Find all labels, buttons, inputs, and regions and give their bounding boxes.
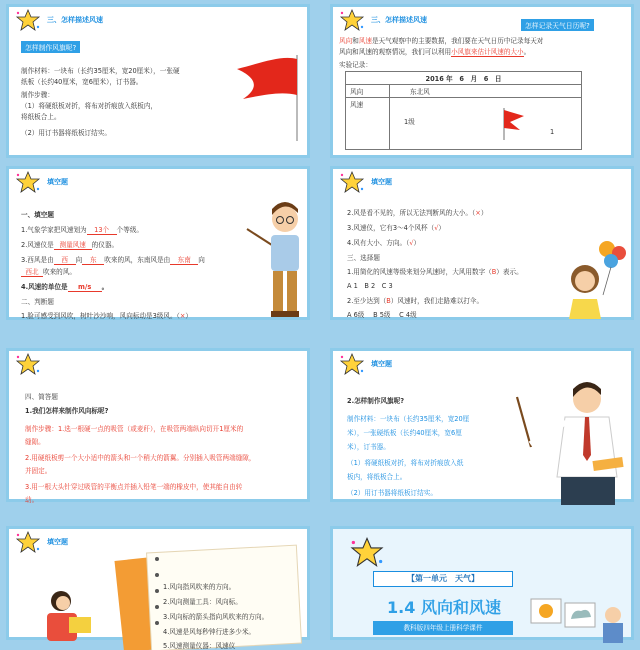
- heading: 一、填空题: [21, 211, 54, 219]
- answer-line: 米），一张硬纸板（长约40厘米，宽6厘: [347, 429, 462, 437]
- star-icon: [339, 9, 365, 31]
- section-title: 三、怎样描述风速: [371, 16, 427, 24]
- text-line: 制作材料：一块布（长约35厘米，宽20厘米），一张硬: [21, 67, 180, 75]
- text-line: 风向和风速是天气观察中的主要数据，我们要在天气日历中记录每天对: [339, 37, 544, 45]
- note-line: 2.风向测量工具：风向标。: [163, 598, 242, 606]
- slide-6: [330, 348, 634, 502]
- student-reading-illustration: [39, 587, 99, 643]
- question-line: 2.至少达到（B）风速时，我们走路难以打伞。: [347, 297, 484, 305]
- star-icon: [339, 353, 365, 375]
- answer-line: （2）用订书器将纸板订结实。: [347, 489, 437, 497]
- teacher-with-book-illustration: [509, 377, 633, 505]
- weather-record-table: [345, 71, 582, 150]
- question-line: 1.我们怎样来制作风向标呢?: [25, 407, 109, 415]
- question-line: 1.脸可感受到风吹，树叶沙沙响，风向标动是3级风。（×）: [21, 312, 192, 320]
- question-line: 2.风是看不见的，所以无法判断风的大小。（×）: [347, 209, 488, 217]
- heading: 四、简答题: [25, 393, 58, 401]
- heading: 二、判断题: [21, 298, 54, 306]
- section-title: 填空题: [371, 360, 392, 368]
- answer-line: 板内，将纸板合上。: [347, 473, 407, 481]
- answer-line: 3.用一根大头针穿过吸管的平衡点并插入铅笔一端的橡皮中，使其能自由转: [25, 483, 243, 491]
- slide-header: [339, 9, 427, 31]
- star-icon: [15, 353, 41, 375]
- slide-1: [6, 4, 310, 158]
- weather-icons-illustration: [529, 595, 633, 643]
- text-line: 纸板（长约40厘米，宽6厘米），订书器。: [21, 78, 143, 86]
- slide-header: [339, 353, 392, 375]
- star-icon: [349, 537, 385, 567]
- text-line: 风向和风速的观察情况，我们可以利用小风旗来估计风速的大小。: [339, 48, 531, 56]
- slide-3: [6, 166, 310, 320]
- lesson-title: 1.4 风向和风速: [387, 598, 501, 617]
- answer-line: 缝隙。: [25, 438, 45, 446]
- star-icon: [15, 9, 41, 31]
- table-cell: 风向: [346, 85, 390, 98]
- question-line: 西北 吹来的风。: [21, 266, 76, 277]
- section-title: 填空题: [47, 178, 68, 186]
- note-line: 3.风向标的箭头指向风吹来的方向。: [163, 613, 269, 621]
- question-line: 1.气象学家把风速划为 13个 个等级。: [21, 226, 144, 234]
- slide-header: [15, 531, 68, 553]
- question-box: 怎样记录天气日历呢?: [521, 19, 594, 31]
- question-line: 4.风速的单位是 m/s 。: [21, 283, 109, 291]
- note-line: 5.风速测量仪器：风速仪: [163, 642, 236, 650]
- options-line: A 6级 B 5级 C 4级: [347, 311, 417, 319]
- course-subtitle: 教科版四年级上册科学课件: [373, 621, 513, 635]
- answer-line: （1）将硬纸板对折，将布对折痕放入纸: [347, 459, 464, 467]
- note-line: 4.风速是风每秒钟行进多少米。: [163, 628, 256, 636]
- slide-header: [15, 9, 103, 31]
- question-line: 3.西风是由 西 向 东 吹来的风，东南风是由 东南 向: [21, 256, 205, 264]
- answer-line: 并固定。: [25, 467, 52, 475]
- slide-5: [6, 348, 310, 502]
- star-icon: [15, 171, 41, 193]
- slide-8: [330, 526, 634, 640]
- slide-2: [330, 4, 634, 158]
- table-date: 2016 年 6 月 6 日: [346, 72, 582, 85]
- slide-header: [15, 171, 68, 193]
- text-line: 将纸板合上。: [21, 113, 61, 121]
- text-line: （1）将硬纸板对折，将布对折痕放入纸板内，: [21, 102, 158, 110]
- table-cell: 1级 1: [390, 98, 582, 150]
- teacher-illustration: [245, 199, 309, 321]
- record-label: 实验记录：: [339, 61, 372, 69]
- star-icon: [15, 531, 41, 553]
- question-line: 3.风速仪，它有3～4个风杯（√）: [347, 224, 446, 232]
- answer-line: 制作步骤：1.选一根硬一点的吸管（或麦秆），在吸管两端纵向切开1厘米的: [25, 425, 244, 433]
- text-line: 制作步骤：: [21, 91, 54, 99]
- section-title: 填空题: [47, 538, 68, 546]
- slide-header: [339, 171, 392, 193]
- section-title: 填空题: [371, 178, 392, 186]
- section-title: 三、怎样描述风速: [47, 16, 103, 24]
- slide-7: [6, 526, 310, 650]
- table-cell: 风速: [346, 98, 390, 150]
- text-line: （2）用订书器将纸板订结实。: [21, 129, 111, 137]
- girl-with-balloons-illustration: [561, 239, 633, 323]
- question-box: 怎样制作风旗呢?: [21, 41, 80, 53]
- answer-line: 动。: [25, 496, 39, 504]
- note-line: 1.风向指风吹来的方向。: [163, 583, 236, 591]
- slide-4: [330, 166, 634, 320]
- question-line: 1.用简化的风速等级来划分风速时，大风用数字（B）表示。: [347, 268, 523, 276]
- options-line: A 1 B 2 C 3: [347, 282, 393, 290]
- slide-header: [15, 353, 41, 375]
- red-flag-image: [231, 51, 303, 143]
- unit-label: 【第一单元 天气】: [373, 571, 513, 587]
- small-flag-icon: [500, 106, 530, 142]
- question-line: 4.风有大小、方向。（√）: [347, 239, 421, 247]
- table-cell: 东北风: [390, 85, 582, 98]
- answer-line: 2.用硬纸板剪一个大小适中的箭头和一个稍大的箭翼。分别插入吸管两端缝隙，: [25, 454, 256, 462]
- heading: 三、选择题: [347, 254, 380, 262]
- star-icon: [339, 171, 365, 193]
- question-line: 2.怎样制作风旗呢?: [347, 397, 405, 405]
- answer-line: 米），订书器。: [347, 443, 390, 451]
- answer-line: 制作材料：一块布（长约35厘米，宽20厘: [347, 415, 470, 423]
- question-line: 2.风速仪是 测量风速 的仪器。: [21, 241, 119, 249]
